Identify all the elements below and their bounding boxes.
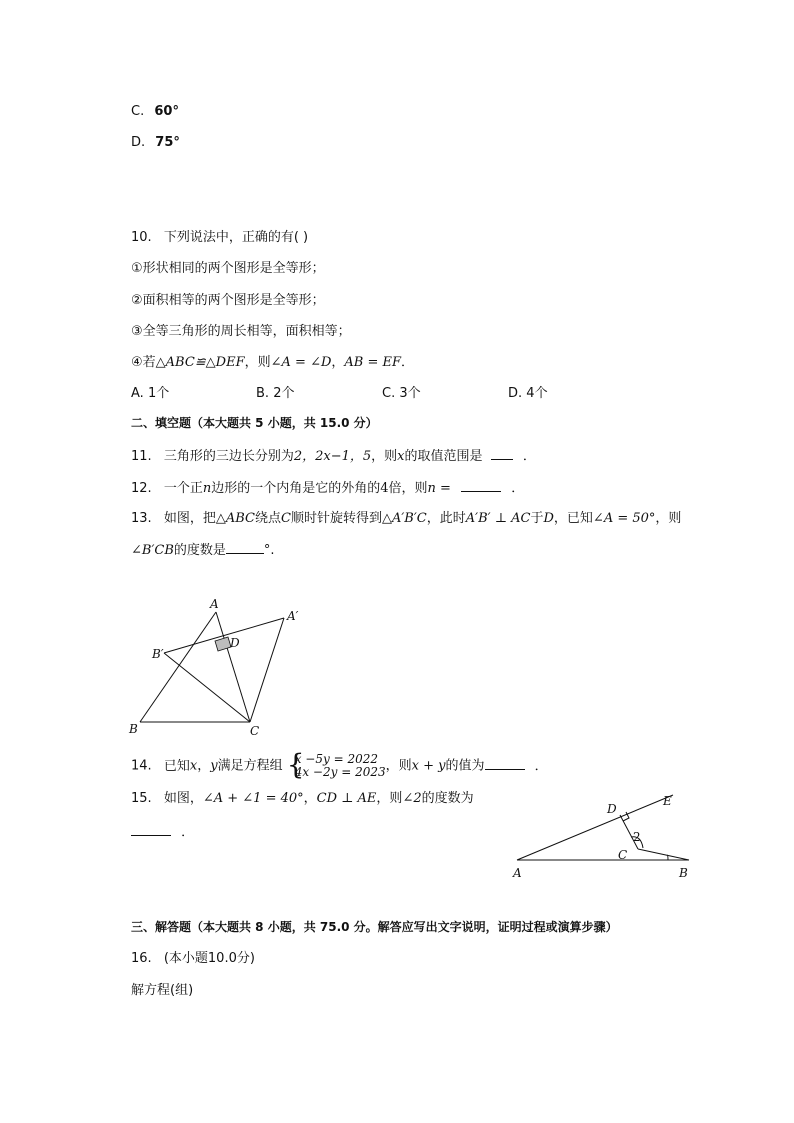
q13-text-2: 绕点 xyxy=(254,511,281,526)
q15-answer-blank[interactable] xyxy=(131,823,171,836)
q12-number: 12. xyxy=(131,481,152,496)
q11-text-2: ，则 xyxy=(371,449,398,464)
q11-answer-blank[interactable] xyxy=(491,447,513,460)
fig1-label-b: B xyxy=(129,722,138,736)
q9-option-c xyxy=(131,103,179,121)
q14-answer-blank[interactable] xyxy=(485,757,525,770)
q10-statement-4 xyxy=(131,354,414,372)
q15-m2: CD ⊥ AE xyxy=(316,791,377,806)
right-angle-mark xyxy=(215,637,231,651)
q15 xyxy=(131,790,474,808)
q12-var: n xyxy=(202,481,212,496)
figure-rotation-triangles xyxy=(120,595,310,740)
q14-x: x xyxy=(189,758,198,774)
q15-end: ． xyxy=(181,825,195,840)
q10-statement-1: ①形状相同的两个图形是全等形； xyxy=(131,261,325,276)
q10-stem xyxy=(131,229,308,247)
q10-s4-congruence: △ABC≌△DEF xyxy=(155,355,245,370)
q10-option-d: D. 4个 xyxy=(508,386,548,401)
q13-m6: ∠A = 50° xyxy=(592,511,656,526)
fig2-label-b: B xyxy=(679,866,688,880)
q14-sep: ， xyxy=(197,758,211,774)
q14-brace: { xyxy=(286,748,305,781)
fig2-label-e: E xyxy=(663,794,672,808)
q10-option-a: A. 1个 xyxy=(131,386,170,401)
q12-four: 4 xyxy=(380,481,389,496)
q13-m3: △A′B′C xyxy=(381,511,427,526)
q11-text-1: 三角形的三边长分别为 xyxy=(163,449,294,464)
q16-points: (本小题10.0分) xyxy=(163,951,255,966)
q15-answer-line xyxy=(131,823,194,842)
q14-text-1: 已知 xyxy=(163,758,190,774)
figure-angle-diagram xyxy=(505,785,705,880)
q11-text-3: 的取值范围是 xyxy=(404,449,483,464)
q13-answer-blank[interactable] xyxy=(226,541,264,554)
q12-text-2: 边形的一个内角是它的外角的 xyxy=(211,481,381,496)
q13-line-2 xyxy=(131,541,275,560)
q13-m5: D xyxy=(543,511,554,526)
q14 xyxy=(131,748,548,781)
q12-answer-blank[interactable] xyxy=(461,479,501,492)
q10-number: 10. xyxy=(131,230,152,245)
q13-text-6: ，已知 xyxy=(553,511,593,526)
section-3-heading: 三、解答题（本大题共 8 小题，共 75.0 分。解答应写出文字说明，证明过程或演算步骤） xyxy=(131,920,618,934)
q15-number: 15. xyxy=(131,791,152,806)
fig2-label-c: C xyxy=(618,848,628,862)
q13-text-1: 如图，把 xyxy=(163,511,216,526)
q14-equation-2: 4x −2y = 2023 xyxy=(294,765,386,779)
q15-m1: ∠A + ∠1 = 40° xyxy=(202,791,304,806)
q14-equation-1: x −5y = 2022 xyxy=(294,752,378,766)
fig2-label-2: 2 xyxy=(633,830,641,844)
q13-m7: ∠B′CB xyxy=(131,543,174,558)
q13-text-7: ，则 xyxy=(655,511,682,526)
q10-s4-side: AB = EF xyxy=(344,355,402,370)
q15-sep: ， xyxy=(303,791,317,806)
q10-s4-end: ． xyxy=(401,355,415,370)
q12-text-3: 倍，则 xyxy=(388,481,428,496)
fig1-label-c: C xyxy=(250,724,260,738)
q10-option-c: C. 3个 xyxy=(382,386,421,401)
q14-end: ． xyxy=(534,758,548,774)
q15-text-3: 的度数为 xyxy=(421,791,474,806)
q10-stem-text: 下列说法中，正确的有( ) xyxy=(163,230,309,245)
section-2-heading: 二、填空题（本大题共 5 小题，共 15.0 分） xyxy=(131,416,378,430)
q11-number: 11. xyxy=(131,449,152,464)
q13-m4: A′B′ ⊥ AC xyxy=(465,511,531,526)
q10-options xyxy=(131,385,548,403)
q11-end: ． xyxy=(522,449,536,464)
q14-text-2: 满足方程组 xyxy=(217,758,283,774)
q15-m3: ∠2 xyxy=(402,791,422,806)
fig1-label-d: D xyxy=(230,636,240,650)
q14-sum: x + y xyxy=(411,758,446,774)
q10-s4-sep: ， xyxy=(331,355,345,370)
q14-text-4: 的值为 xyxy=(445,758,485,774)
fig1-label-a-prime: A′ xyxy=(287,609,299,623)
q11 xyxy=(131,447,536,466)
q13-number: 13. xyxy=(131,511,152,526)
q10-s4-prefix: ④若 xyxy=(131,355,156,370)
fig2-label-a: A xyxy=(513,866,522,880)
q13-text-4: ，此时 xyxy=(426,511,466,526)
q9-option-d-value: 75° xyxy=(155,135,180,150)
q10-s4-angle: ∠A = ∠D xyxy=(270,355,332,370)
fig1-label-a: A xyxy=(210,597,219,611)
q14-number: 14. xyxy=(131,758,152,774)
q14-text-3: ，则 xyxy=(385,758,412,774)
q10-option-b: B. 2个 xyxy=(256,386,295,401)
q13-text-5: 于 xyxy=(530,511,544,526)
q9-option-d xyxy=(131,134,180,152)
q10-statement-3: ③全等三角形的周长相等，面积相等； xyxy=(131,324,351,339)
q15-text-1: 如图， xyxy=(163,791,203,806)
q10-s4-mid: ，则 xyxy=(244,355,271,370)
q12-end: ． xyxy=(511,481,525,496)
q13-m2: C xyxy=(281,511,291,526)
q11-sides: 2，2x−1，5 xyxy=(293,449,372,464)
fig2-label-d: D xyxy=(607,802,617,816)
fig1-label-b-prime: B′ xyxy=(152,647,164,661)
q16-text: 解方程(组) xyxy=(131,983,194,998)
q13-end: °. xyxy=(263,543,275,558)
q12-text-1: 一个正 xyxy=(163,481,203,496)
q16-header xyxy=(131,950,255,968)
q11-var: x xyxy=(397,449,405,464)
q16-number: 16. xyxy=(131,951,152,966)
q9-option-d-letter: D. xyxy=(131,135,146,150)
q13-line-1 xyxy=(131,510,681,528)
q13-text-8: 的度数是 xyxy=(173,543,226,558)
q14-y: y xyxy=(210,758,218,774)
q14-equation-system xyxy=(286,748,386,781)
q12-math: n = xyxy=(427,481,451,496)
q12 xyxy=(131,479,524,498)
q10-statement-2: ②面积相等的两个图形是全等形； xyxy=(131,293,325,308)
q13-text-3: 顺时针旋转得到 xyxy=(290,511,382,526)
q9-option-c-value: 60° xyxy=(154,104,179,119)
q9-option-c-letter: C. xyxy=(131,104,145,119)
q15-text-2: ，则 xyxy=(376,791,403,806)
q13-m1: △ABC xyxy=(215,511,255,526)
